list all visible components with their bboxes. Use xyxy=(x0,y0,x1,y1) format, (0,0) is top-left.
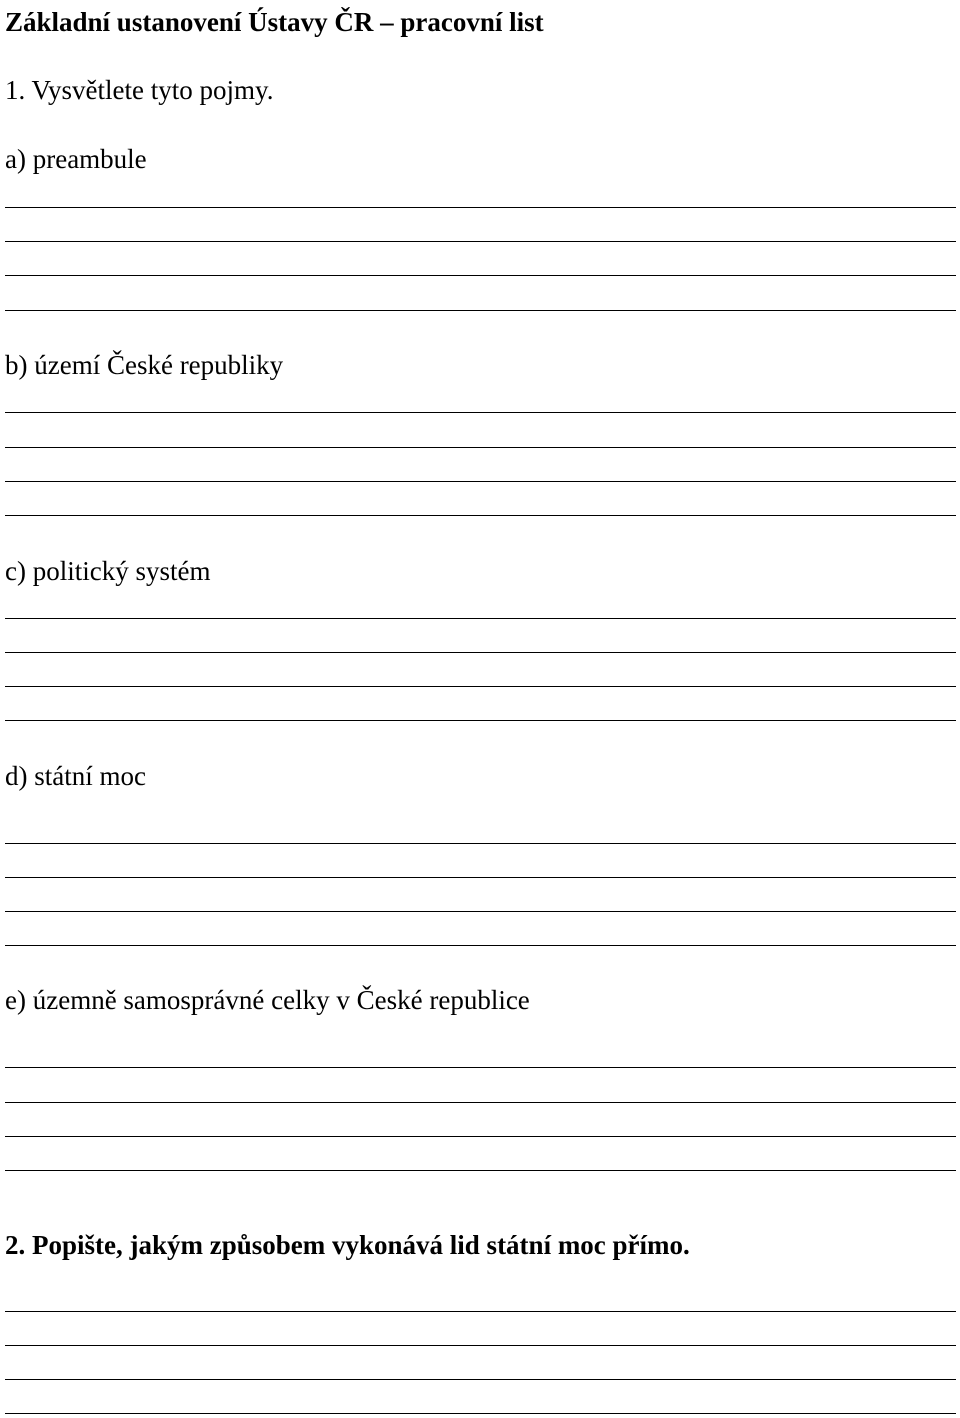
answer-line xyxy=(5,1413,956,1414)
answer-line xyxy=(5,310,956,311)
term-a-label: a) preambule xyxy=(5,144,147,174)
answer-line xyxy=(5,911,956,912)
answer-line xyxy=(5,1067,956,1068)
answer-line xyxy=(5,515,956,516)
term-b-label: b) území České republiky xyxy=(5,350,284,380)
question-1-heading: 1. Vysvětlete tyto pojmy. xyxy=(5,75,274,105)
answer-line xyxy=(5,1345,956,1346)
answer-line xyxy=(5,720,956,721)
answer-line xyxy=(5,652,956,653)
term-d-label: d) státní moc xyxy=(5,761,146,791)
answer-line xyxy=(5,412,956,413)
question-2-heading: 2. Popište, jakým způsobem vykonává lid státní moc přímo. xyxy=(5,1230,690,1260)
answer-line xyxy=(5,877,956,878)
worksheet-title: Základní ustanovení Ústavy ČR – pracovní list xyxy=(5,7,544,37)
term-e-label: e) územně samosprávné celky v České republice xyxy=(5,985,530,1015)
answer-line xyxy=(5,447,956,448)
answer-line xyxy=(5,207,956,208)
answer-line xyxy=(5,843,956,844)
term-c-label: c) politický systém xyxy=(5,556,211,586)
answer-line xyxy=(5,241,956,242)
answer-line xyxy=(5,686,956,687)
answer-line xyxy=(5,1136,956,1137)
answer-line xyxy=(5,275,956,276)
answer-line xyxy=(5,1170,956,1171)
answer-line xyxy=(5,1379,956,1380)
answer-line xyxy=(5,1311,956,1312)
answer-line xyxy=(5,618,956,619)
answer-line xyxy=(5,945,956,946)
answer-line xyxy=(5,1102,956,1103)
answer-line xyxy=(5,481,956,482)
